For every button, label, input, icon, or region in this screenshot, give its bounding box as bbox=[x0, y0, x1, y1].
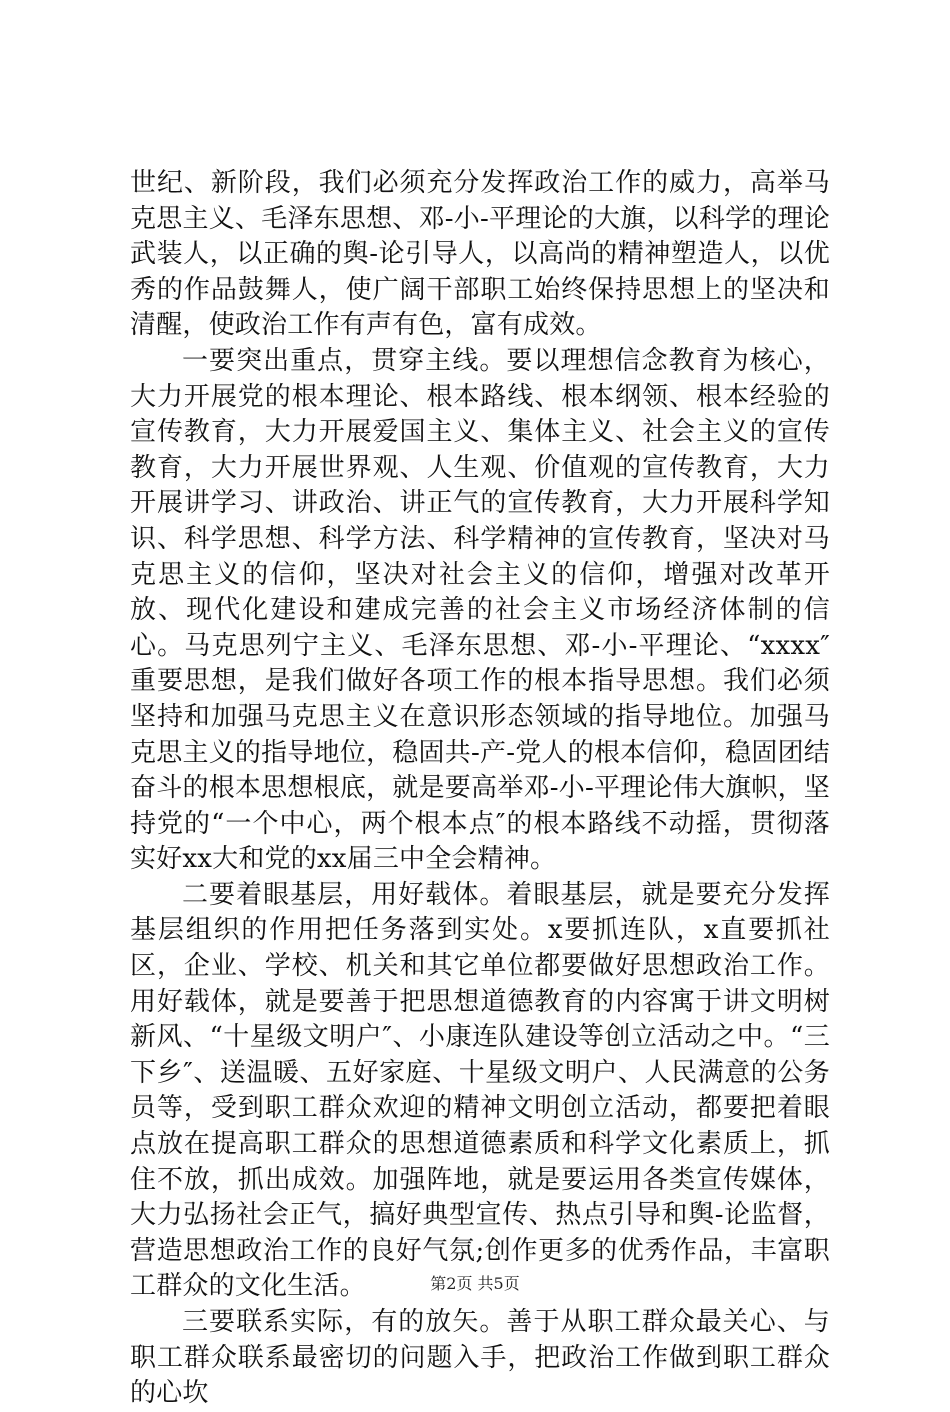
paragraph-point-two: 二要着眼基层，用好载体。着眼基层，就是要充分发挥基层组织的作用把任务落到实处。x要抓连队，x直要抓社区，企业、学校、机关和其它单位都要做好思想政治工作。用好载体，就是要善于把思想道德教育的内容寓于讲文明树新风、“十星级文明户″、小康连队建设等创立活动之中。“三下乡″、送温暖、五好家庭、十星级文明户、人民满意的公务员等，受到职工群众欢迎的精神文明创立活动，都要把着眼点放在提高职工群众的思想道德素质和科学文化素质上，抓住不放，抓出成效。加强阵地，就是要运用各类宣传媒体，大力弘扬社会正气，搞好典型宣传、热点引导和舆-论监督，营造思想政治工作的良好气氛;创作更多的优秀作品，丰富职工群众的文化生活。 bbox=[130, 879, 830, 1302]
paragraph-continuation: 世纪、新阶段，我们必须充分发挥政治工作的威力，高举马克思主义、毛泽东思想、邓-小-平理论的大旗，以科学的理论武装人，以正确的舆-论引导人，以高尚的精神塑造人，以优秀的作品鼓舞人，使广阔干部职工始终保持思想上的坚决和清醒，使政治工作有声有色，富有成效。 bbox=[130, 168, 830, 341]
paragraph-point-three: 三要联系实际，有的放矢。善于从职工群众最关心、与职工群众联系最密切的问题入手，把政治工作做到职工群众的心坎 bbox=[130, 1307, 830, 1409]
paragraph-point-one: 一要突出重点，贯穿主线。要以理想信念教育为核心，大力开展党的根本理论、根本路线、根本纲领、根本经验的宣传教育，大力开展爱国主义、集体主义、社会主义的宣传教育，大力开展世界观、人生观、价值观的宣传教育，大力开展讲学习、讲政治、讲正气的宣传教育，大力开展科学知识、科学思想、科学方法、科学精神的宣传教育，坚决对马克思主义的信仰，坚决对社会主义的信仰，增强对改革开放、现代化建设和建成完善的社会主义市场经济体制的信心。马克思列宁主义、毛泽东思想、邓-小-平理论、“xxxx″重要思想，是我们做好各项工作的根本指导思想。我们必须坚持和加强马克思主义在意识形态领域的指导地位。加强马克思主义的指导地位，稳固共-产-党人的根本信仰，稳固团结奋斗的根本思想根底，就是要高举邓-小-平理论伟大旗帜，坚持党的“一个中心，两个根本点″的根本路线不动摇，贯彻落实好xx大和党的xx届三中全会精神。 bbox=[130, 345, 830, 875]
page-number-footer: 第2页 共5页 bbox=[430, 1274, 520, 1293]
document-body bbox=[130, 166, 830, 1412]
